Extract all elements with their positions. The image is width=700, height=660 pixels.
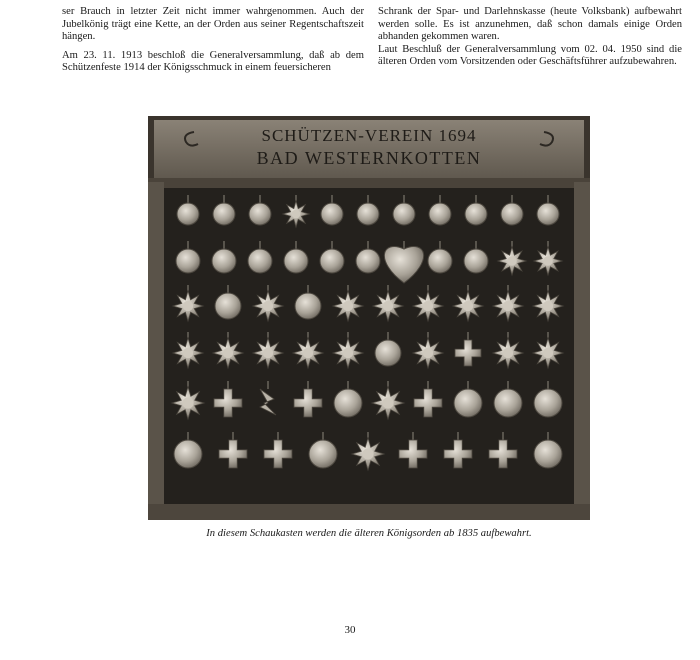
medal [248,249,272,273]
medal [176,249,200,273]
medal [356,249,380,273]
right-text-column [378,6,682,69]
right-paragraph-2: Laut Beschluß der Generalversammlung vom 02. 04. 1950 sind die älteren Orden vom Vorsitzenden oder Geschäftsführer aufzubewahren. [378,43,682,68]
medal [320,249,344,273]
medal [321,203,343,225]
medal [534,389,562,417]
medal [428,249,452,273]
medal [465,203,487,225]
medal [501,203,523,225]
display-case-illustration [148,116,590,520]
medal [393,203,415,225]
medal [212,249,236,273]
medal [295,293,321,319]
medal [537,203,559,225]
sign-text-line-1: SCHÜTZEN-VEREIN 1694 [261,126,477,145]
medal [249,203,271,225]
medal [334,389,362,417]
left-paragraph-1: ser Brauch in letzter Zeit nicht immer wahrgenommen. Auch der Jubelkönig trägt eine Kette, an der Orden aus seiner Regentschaftszeit hängen. [62,6,364,43]
medal [357,203,379,225]
left-text-column [62,6,364,81]
medal [429,203,451,225]
medal [284,249,308,273]
medal [174,440,202,468]
medal [375,340,401,366]
medal [177,203,199,225]
left-paragraph-2: Am 23. 11. 1913 beschloß die Generalversammlung, daß ab dem Schützenfeste 1914 der Königsschmuck in einem feuersicheren [62,49,364,74]
medal [534,440,562,468]
medal [464,249,488,273]
display-case-photo [148,116,590,520]
medal [213,203,235,225]
photo-caption: In diesem Schaukasten werden die älteren Königsorden ab 1835 aufbewahrt. [206,528,532,539]
medal [454,389,482,417]
medal [215,293,241,319]
sign-text-line-2: BAD WESTERNKOTTEN [256,148,482,168]
medal [309,440,337,468]
page-number: 30 [344,624,356,636]
right-paragraph-1: Schrank der Spar- und Darlehnskasse (heute Volksbank) aufbewahrt werden solle. Es ist anzunehmen, daß schon damals einige Orden abhanden gekommen waren. [378,6,682,43]
medal [494,389,522,417]
